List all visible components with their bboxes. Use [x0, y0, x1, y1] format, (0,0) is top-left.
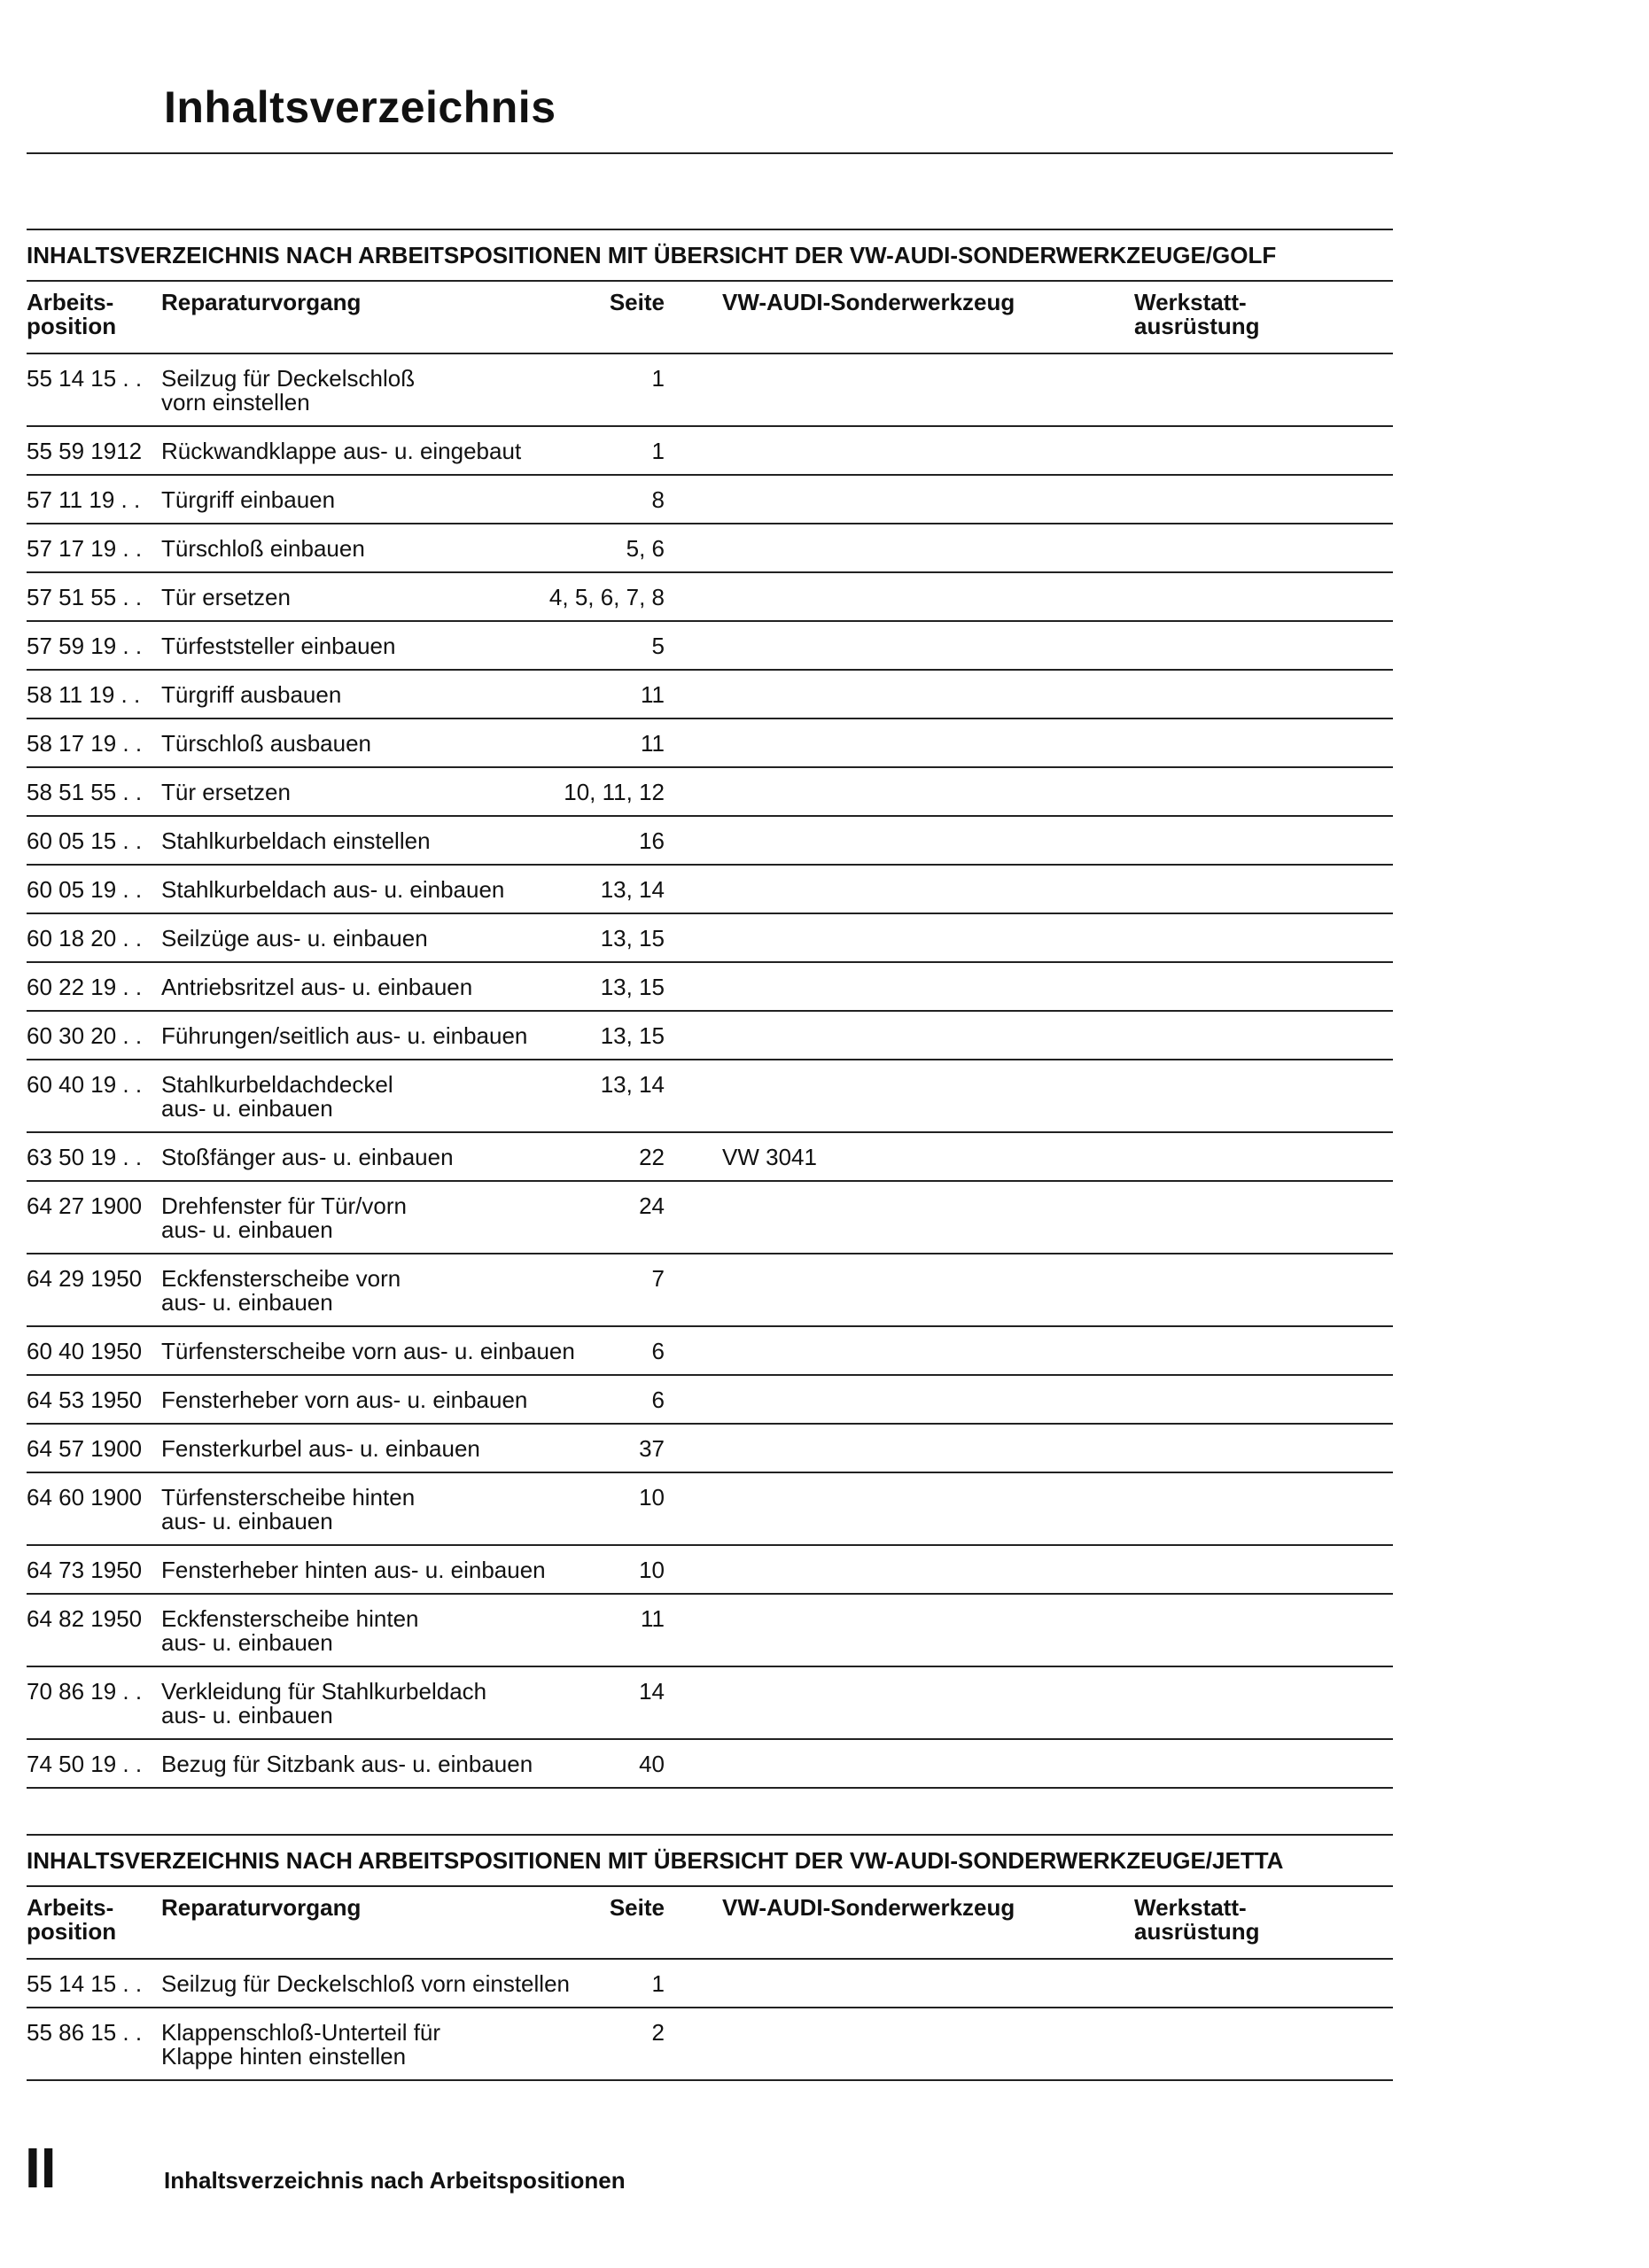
task-cell: Führungen/seitlich aus- u. einbauen — [161, 1022, 528, 1049]
task-cell: Türschloß ausbauen — [161, 730, 372, 757]
position-cell: 70 86 19 . . — [27, 1678, 143, 1705]
column-header-special-tool: VW-AUDI-Sonderwerkzeug — [722, 289, 1015, 315]
column-header-workshop-equipment: Werkstatt- ausrüstung — [1134, 289, 1260, 339]
page-cell: 2 — [651, 2019, 665, 2046]
page-cell: 11 — [641, 1605, 665, 1632]
position-cell: 57 59 19 . . — [27, 633, 143, 659]
position-cell: 57 11 19 . . — [27, 486, 141, 513]
task-cell: Stoßfänger aus- u. einbauen — [161, 1144, 454, 1170]
table-row — [27, 1425, 1393, 1473]
table-row — [27, 524, 1393, 573]
table-row — [27, 1376, 1393, 1425]
task-cell: Verkleidung für Stahlkurbeldach aus- u. einbauen — [161, 1678, 487, 1728]
column-header-task: Reparaturvorgang — [161, 1894, 362, 1921]
table-row — [27, 719, 1393, 768]
page-number: II — [25, 2136, 57, 2200]
task-cell: Stahlkurbeldach aus- u. einbauen — [161, 876, 505, 903]
page-cell: 1 — [651, 1970, 665, 1997]
position-cell: 60 05 15 . . — [27, 827, 143, 854]
task-cell: Fensterheber vorn aus- u. einbauen — [161, 1386, 528, 1413]
column-header-workshop-equipment: Werkstatt- ausrüstung — [1134, 1894, 1260, 1945]
page-cell: 14 — [639, 1678, 665, 1705]
special-tool-cell: VW 3041 — [722, 1144, 817, 1170]
position-cell: 64 27 1900 — [27, 1192, 143, 1219]
task-cell: Stahlkurbeldachdeckel aus- u. einbauen — [161, 1071, 393, 1122]
task-cell: Antriebsritzel aus- u. einbauen — [161, 974, 473, 1000]
position-cell: 64 73 1950 — [27, 1557, 143, 1583]
page-cell: 13, 14 — [600, 1071, 665, 1098]
page-cell: 24 — [639, 1192, 665, 1219]
table-row — [27, 671, 1393, 719]
task-cell: Türfensterscheibe vorn aus- u. einbauen — [161, 1338, 575, 1364]
position-cell: 60 40 1950 — [27, 1338, 143, 1364]
task-cell: Türgriff ausbauen — [161, 681, 342, 708]
task-cell: Tür ersetzen — [161, 584, 291, 610]
table-row — [27, 1960, 1393, 2008]
column-header-task: Reparaturvorgang — [161, 289, 362, 315]
position-cell: 55 86 15 . . — [27, 2019, 143, 2046]
position-cell: 60 22 19 . . — [27, 974, 143, 1000]
position-cell: 60 18 20 . . — [27, 925, 143, 951]
position-cell: 55 14 15 . . — [27, 365, 143, 392]
page-cell: 5 — [651, 633, 665, 659]
jetta-section-heading: INHALTSVERZEICHNIS NACH ARBEITSPOSITIONEN MIT ÜBERSICHT DER VW-AUDI-SONDERWERKZEUGE/JETTA — [27, 1834, 1393, 1887]
table-row — [27, 1133, 1393, 1182]
golf-section-heading: INHALTSVERZEICHNIS NACH ARBEITSPOSITIONEN MIT ÜBERSICHT DER VW-AUDI-SONDERWERKZEUGE/GOLF — [27, 229, 1393, 282]
task-cell: Seilzug für Deckelschloß vorn einstellen — [161, 1970, 570, 1997]
position-cell: 55 59 1912 — [27, 438, 143, 464]
table-row — [27, 622, 1393, 671]
page-cell: 6 — [651, 1386, 665, 1413]
position-cell: 58 11 19 . . — [27, 681, 141, 708]
page-cell: 5, 6 — [626, 535, 665, 562]
page-cell: 10, 11, 12 — [564, 779, 665, 805]
table-row — [27, 476, 1393, 524]
golf-column-header — [27, 282, 1393, 354]
task-cell: Fensterkurbel aus- u. einbauen — [161, 1435, 480, 1462]
task-cell: Seilzüge aus- u. einbauen — [161, 925, 428, 951]
task-cell: Bezug für Sitzbank aus- u. einbauen — [161, 1751, 533, 1777]
task-cell: Türfensterscheibe hinten aus- u. einbauen — [161, 1484, 416, 1534]
column-header-page: Seite — [609, 289, 665, 315]
page-cell: 13, 14 — [600, 876, 665, 903]
table-row — [27, 2008, 1393, 2081]
task-cell: Stahlkurbeldach einstellen — [161, 827, 431, 854]
page-cell: 1 — [651, 438, 665, 464]
position-cell: 55 14 15 . . — [27, 1970, 143, 1997]
table-row — [27, 1060, 1393, 1133]
footer-title: Inhaltsverzeichnis nach Arbeitspositionen — [164, 2167, 626, 2194]
position-cell: 58 17 19 . . — [27, 730, 143, 757]
jetta-column-header — [27, 1887, 1393, 1960]
column-header-position: Arbeits- position — [27, 289, 117, 339]
table-row — [27, 1327, 1393, 1376]
task-cell: Türgriff einbauen — [161, 486, 336, 513]
page-cell: 10 — [639, 1557, 665, 1583]
position-cell: 64 60 1900 — [27, 1484, 143, 1511]
position-cell: 64 82 1950 — [27, 1605, 143, 1632]
position-cell: 64 29 1950 — [27, 1265, 143, 1292]
table-row — [27, 1546, 1393, 1595]
page-cell: 6 — [651, 1338, 665, 1364]
title-divider — [27, 152, 1393, 154]
jetta-section — [27, 1834, 1393, 2081]
page-cell: 11 — [641, 681, 665, 708]
task-cell: Rückwandklappe aus- u. eingebaut — [161, 438, 522, 464]
position-cell: 58 51 55 . . — [27, 779, 143, 805]
page-cell: 40 — [639, 1751, 665, 1777]
position-cell: 57 17 19 . . — [27, 535, 143, 562]
page-cell: 4, 5, 6, 7, 8 — [548, 584, 665, 610]
golf-rows — [27, 354, 1393, 1789]
page-cell: 16 — [639, 827, 665, 854]
golf-section — [27, 229, 1393, 1789]
task-cell: Fensterheber hinten aus- u. einbauen — [161, 1557, 546, 1583]
page-title: Inhaltsverzeichnis — [164, 82, 556, 132]
table-row — [27, 1740, 1393, 1789]
jetta-rows — [27, 1960, 1393, 2081]
table-row — [27, 573, 1393, 622]
position-cell: 60 30 20 . . — [27, 1022, 143, 1049]
task-cell: Eckfensterscheibe hinten aus- u. einbauen — [161, 1605, 419, 1656]
table-row — [27, 1667, 1393, 1740]
page-cell: 7 — [651, 1265, 665, 1292]
task-cell: Eckfensterscheibe vorn aus- u. einbauen — [161, 1265, 401, 1316]
page-cell: 1 — [651, 365, 665, 392]
column-header-position: Arbeits- position — [27, 1894, 117, 1945]
task-cell: Klappenschloß-Unterteil für Klappe hinten einstellen — [161, 2019, 441, 2070]
position-cell: 63 50 19 . . — [27, 1144, 143, 1170]
position-cell: 64 53 1950 — [27, 1386, 143, 1413]
table-row — [27, 1595, 1393, 1667]
table-row — [27, 963, 1393, 1012]
page-cell: 37 — [639, 1435, 665, 1462]
table-row — [27, 768, 1393, 817]
page-cell: 13, 15 — [600, 925, 665, 951]
position-cell: 57 51 55 . . — [27, 584, 143, 610]
table-row — [27, 1254, 1393, 1327]
task-cell: Seilzug für Deckelschloß vorn einstellen — [161, 365, 416, 416]
page-cell: 8 — [651, 486, 665, 513]
task-cell: Drehfenster für Tür/vorn aus- u. einbauen — [161, 1192, 407, 1243]
table-row — [27, 427, 1393, 476]
table-row — [27, 354, 1393, 427]
column-header-special-tool: VW-AUDI-Sonderwerkzeug — [722, 1894, 1015, 1921]
table-row — [27, 1012, 1393, 1060]
position-cell: 60 40 19 . . — [27, 1071, 143, 1098]
table-row — [27, 817, 1393, 866]
table-row — [27, 914, 1393, 963]
page-cell: 13, 15 — [600, 974, 665, 1000]
page-cell: 11 — [641, 730, 665, 757]
table-row — [27, 1182, 1393, 1254]
table-row — [27, 1473, 1393, 1546]
page-cell: 22 — [639, 1144, 665, 1170]
task-cell: Türschloß einbauen — [161, 535, 365, 562]
position-cell: 64 57 1900 — [27, 1435, 143, 1462]
position-cell: 74 50 19 . . — [27, 1751, 143, 1777]
task-cell: Türfeststeller einbauen — [161, 633, 396, 659]
task-cell: Tür ersetzen — [161, 779, 291, 805]
page-cell: 10 — [639, 1484, 665, 1511]
table-row — [27, 866, 1393, 914]
page-cell: 13, 15 — [600, 1022, 665, 1049]
column-header-page: Seite — [609, 1894, 665, 1921]
position-cell: 60 05 19 . . — [27, 876, 143, 903]
